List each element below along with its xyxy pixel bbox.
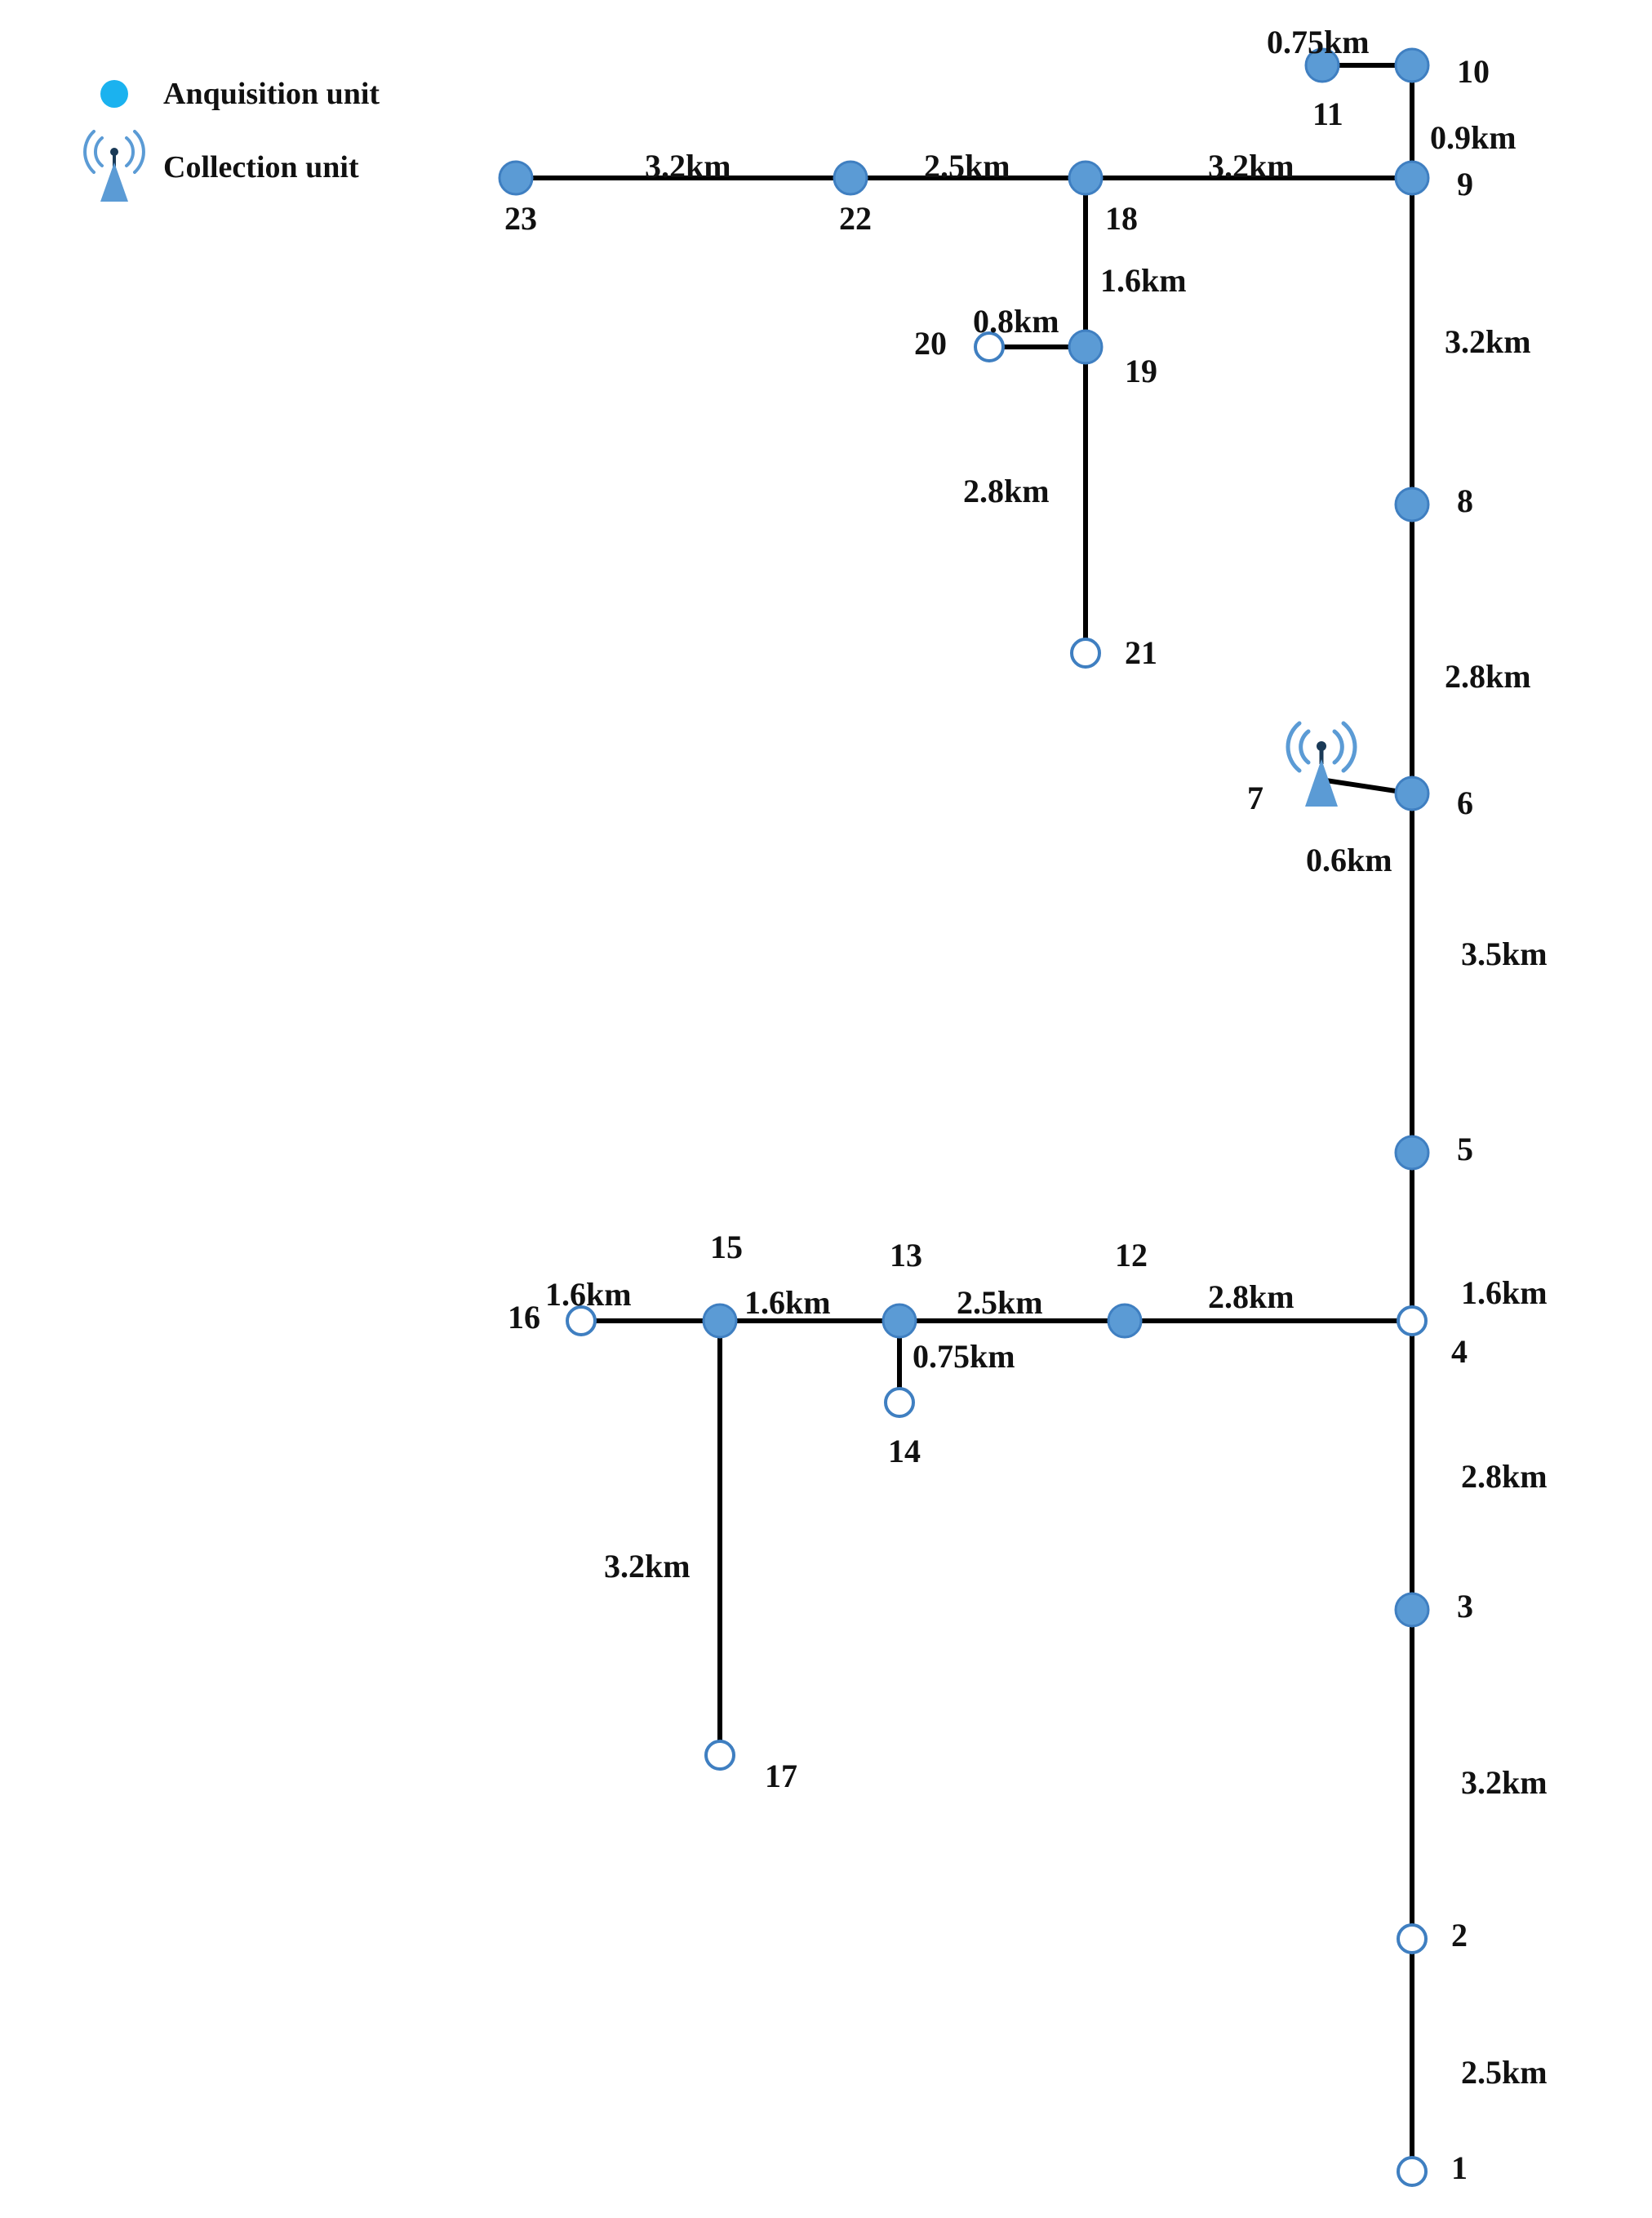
edge-label-18-19: 1.6km [1100, 262, 1187, 299]
edge-label-22-23: 3.2km [645, 148, 731, 184]
node-label-2: 2 [1451, 1917, 1468, 1954]
node-label-23: 23 [504, 200, 537, 237]
edge-label-6-8: 2.8km [1445, 658, 1531, 695]
node-acquisition-13[interactable] [883, 1305, 916, 1337]
edge-label-19-20: 0.8km [973, 303, 1059, 340]
node-acquisition-12[interactable] [1108, 1305, 1141, 1337]
edge-label-2-3: 3.2km [1461, 1764, 1548, 1801]
node-acquisition-18[interactable] [1069, 162, 1102, 194]
legend-label-acquisition: Anquisition unit [163, 77, 380, 111]
legend-label-collection: Collection unit [163, 150, 359, 184]
edge-label-3-4: 2.8km [1461, 1458, 1548, 1495]
node-terminal-1[interactable] [1398, 2158, 1426, 2185]
edge-label-15-17: 3.2km [604, 1548, 691, 1585]
edge-label-13-15: 1.6km [744, 1284, 831, 1321]
filled-circle-icon [65, 80, 163, 108]
node-acquisition-8[interactable] [1396, 488, 1428, 521]
node-acquisition-19[interactable] [1069, 331, 1102, 363]
node-acquisition-9[interactable] [1396, 162, 1428, 194]
edge-label-4-12: 2.8km [1208, 1278, 1295, 1315]
legend [65, 57, 506, 204]
node-acquisition-6[interactable] [1396, 777, 1428, 810]
edge-label-9-18: 3.2km [1208, 148, 1295, 184]
node-label-10: 10 [1457, 53, 1490, 90]
node-label-17: 17 [765, 1758, 797, 1794]
node-label-6: 6 [1457, 785, 1473, 821]
node-label-15: 15 [710, 1229, 743, 1265]
edge-label-4-5: 1.6km [1461, 1274, 1548, 1311]
edges-layer [516, 65, 1412, 2171]
legend-item-collection [65, 131, 506, 204]
node-label-11: 11 [1312, 96, 1343, 132]
node-collection-7[interactable] [1288, 723, 1355, 807]
node-acquisition-5[interactable] [1396, 1136, 1428, 1169]
node-terminal-4[interactable] [1398, 1307, 1426, 1335]
node-label-4: 4 [1451, 1333, 1468, 1370]
node-acquisition-10[interactable] [1396, 49, 1428, 82]
edge-label-12-13: 2.5km [957, 1284, 1043, 1321]
node-terminal-14[interactable] [886, 1389, 913, 1416]
edge-label-10-11: 0.75km [1267, 24, 1370, 60]
antenna-tower-icon [65, 130, 163, 205]
node-label-20: 20 [914, 325, 947, 362]
node-label-18: 18 [1105, 200, 1138, 237]
node-label-19: 19 [1125, 353, 1157, 389]
node-label-12: 12 [1115, 1237, 1148, 1273]
node-label-21: 21 [1125, 634, 1157, 671]
edge-label-5-6: 3.5km [1461, 936, 1548, 972]
nodes-layer [500, 49, 1428, 2185]
edge-label-19-21: 2.8km [963, 473, 1050, 509]
node-label-14: 14 [888, 1433, 921, 1469]
edge-label-18-22: 2.5km [924, 148, 1010, 184]
edge-label-6-7: 0.6km [1306, 842, 1392, 878]
node-terminal-21[interactable] [1072, 639, 1099, 667]
node-acquisition-3[interactable] [1396, 1593, 1428, 1626]
edge-label-15-16: 1.6km [545, 1276, 632, 1313]
node-label-3: 3 [1457, 1588, 1473, 1625]
edge-label-13-14: 0.75km [913, 1338, 1015, 1375]
edge-label-9-10: 0.9km [1430, 119, 1517, 156]
node-label-1: 1 [1451, 2149, 1468, 2186]
node-acquisition-15[interactable] [704, 1305, 736, 1337]
node-label-22: 22 [839, 200, 872, 237]
edge-label-1-2: 2.5km [1461, 2054, 1548, 2091]
node-label-16: 16 [508, 1299, 540, 1336]
node-label-5: 5 [1457, 1131, 1473, 1167]
node-label-8: 8 [1457, 482, 1473, 519]
legend-item-acquisition [65, 57, 506, 131]
node-label-9: 9 [1457, 166, 1473, 202]
node-label-13: 13 [890, 1237, 922, 1273]
node-terminal-17[interactable] [706, 1741, 734, 1769]
node-label-7: 7 [1247, 780, 1263, 816]
node-terminal-2[interactable] [1398, 1925, 1426, 1953]
edge-label-8-9: 3.2km [1445, 323, 1531, 360]
node-acquisition-22[interactable] [834, 162, 867, 194]
